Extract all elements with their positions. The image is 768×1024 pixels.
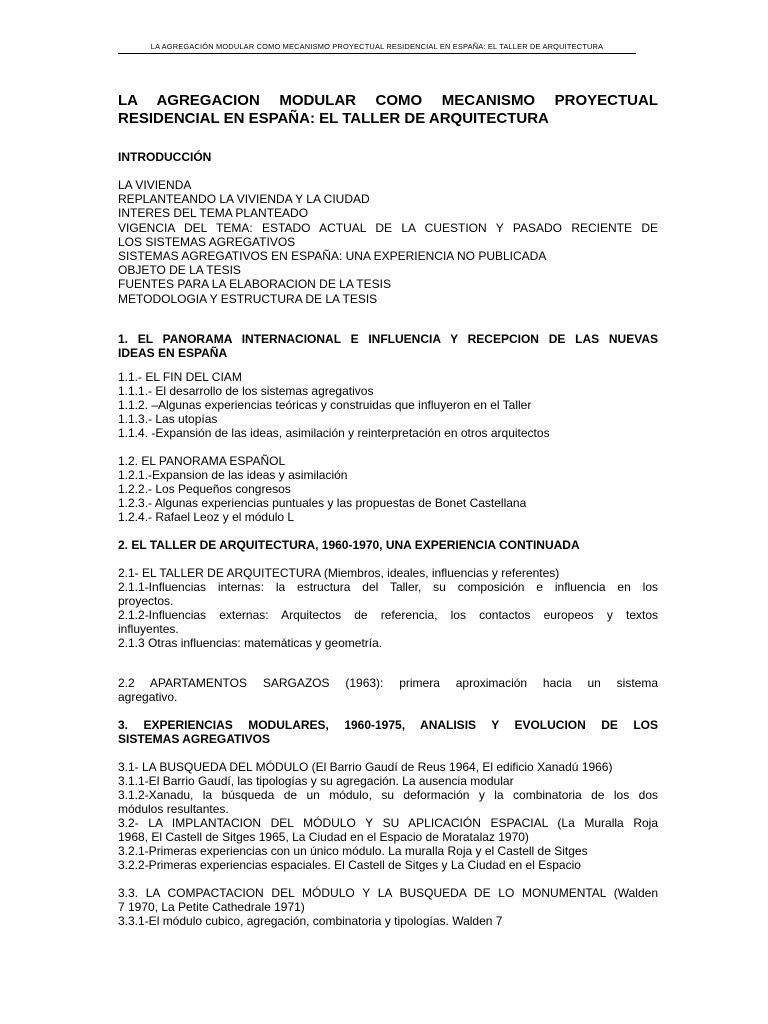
toc-item-line: 3.3. LA COMPACTACION DEL MÓDULO Y LA BUSQUEDA DE LO MONUMENTAL (Walden	[118, 885, 658, 900]
toc-item: 1.1.4. -Expansión de las ideas, asimilación y reinterpretación en otros arquitectos	[118, 425, 550, 440]
intro-item: LA VIVIENDA	[118, 178, 192, 192]
toc-item-line: 7 1970, La Petite Cathedrale 1971)	[118, 899, 305, 914]
intro-item: OBJETO DE LA TESIS	[118, 263, 241, 278]
document-title-line-1: LA AGREGACION MODULAR COMO MECANISMO PROYECTUAL	[118, 92, 658, 109]
toc-item: 1.1.3.- Las utopías	[118, 411, 218, 426]
toc-item-line: agregativo.	[118, 689, 178, 704]
chapter-1-heading-line-1: 1. EL PANORAMA INTERNACIONAL E INFLUENCIA Y RECEPCION DE LAS NUEVAS	[118, 331, 658, 346]
document-title-line-2: RESIDENCIAL EN ESPAÑA: EL TALLER DE ARQUITECTURA	[118, 110, 549, 127]
toc-item	[118, 788, 658, 816]
toc-item: 3.1- LA BUSQUEDA DEL MÓDULO (El Barrio Gaudí de Reus 1964, El edificio Xanadú 1966)	[118, 759, 613, 774]
chapter-1-group-1	[118, 370, 658, 440]
intro-list	[118, 178, 658, 306]
toc-item: 3.2.2-Primeras experiencias espaciales. El Castell de Sitges y La Ciudad en el Espacio	[118, 857, 581, 872]
chapter-1-group-2	[118, 454, 658, 524]
toc-item-line: proyectos.	[118, 593, 174, 608]
chapter-2-heading: 2. EL TALLER DE ARQUITECTURA, 1960-1970, UNA EXPERIENCIA CONTINUADA	[118, 537, 580, 552]
intro-heading: INTRODUCCIÓN	[118, 150, 212, 164]
intro-item: INTERES DEL TEMA PLANTEADO	[118, 206, 309, 221]
toc-item: 2.1.3 Otras influencias: matemáticas y geometría.	[118, 635, 383, 650]
toc-item: 3.1.1-El Barrio Gaudí, las tipologías y su agregación. La ausencia modular	[118, 773, 514, 788]
toc-item-line: 3.1.2-Xanadu, la búsqueda de un módulo, su deformación y la combinatoria de los dos	[118, 787, 658, 802]
chapter-3-heading	[118, 718, 658, 746]
toc-item: 1.1.1.- El desarrollo de los sistemas agregativos	[118, 383, 374, 398]
toc-item: 1.1.- EL FIN DEL CIAM	[118, 369, 242, 384]
toc-item-line: 2.2 APARTAMENTOS SARGAZOS (1963): primera aproximación hacia un sistema	[118, 675, 658, 690]
chapter-1-heading-line-2: IDEAS EN ESPAÑA	[118, 345, 228, 360]
toc-item: 2.1- EL TALLER DE ARQUITECTURA (Miembros, ideales, influencias y referentes)	[118, 565, 560, 580]
toc-item: 1.2.1.-Expansion de las ideas y asimilación	[118, 467, 348, 482]
intro-item: FUENTES PARA LA ELABORACION DE LA TESIS	[118, 277, 391, 292]
toc-item: 1.2. EL PANORAMA ESPAÑOL	[118, 453, 286, 468]
toc-item	[118, 886, 658, 914]
toc-item-line: influyentes.	[118, 621, 179, 636]
intro-item: VIGENCIA DEL TEMA: ESTADO ACTUAL DE LA CUESTION Y PASADO RECIENTE DE	[118, 220, 658, 235]
intro-item: METODOLOGIA Y ESTRUCTURA DE LA TESIS	[118, 291, 378, 306]
toc-item	[118, 580, 658, 608]
chapter-1-heading	[118, 332, 658, 360]
intro-item: SISTEMAS AGREGATIVOS EN ESPAÑA: UNA EXPERIENCIA NO PUBLICADA	[118, 249, 547, 264]
toc-item-line: 1968, El Castell de Sitges 1965, La Ciudad en el Espacio de Moratalaz 1970)	[118, 829, 529, 844]
toc-item: 3.2.1-Primeras experiencias con un único módulo. La muralla Roja y el Castell de Sitges	[118, 843, 588, 858]
toc-item	[118, 676, 658, 704]
chapter-3-heading-line-1: 3. EXPERIENCIAS MODULARES, 1960-1975, ANALISIS Y EVOLUCION DE LOS	[118, 717, 658, 732]
toc-item-line: 2.1.1-Influencias internas: la estructura del Taller, su composición e influencia en los	[118, 579, 658, 594]
toc-item: 1.2.3.- Algunas experiencias puntuales y las propuestas de Bonet Castellana	[118, 495, 527, 510]
running-header: LA AGREGACIÓN MODULAR COMO MECANISMO PROYECTUAL RESIDENCIAL EN ESPAÑA: EL TALLER DE ARQUITECTURA	[118, 42, 636, 54]
document-body	[118, 92, 658, 928]
toc-item: 3.3.1-El módulo cubico, agregación, combinatoria y tipologías. Walden 7	[118, 913, 503, 928]
toc-item: 1.2.2.- Los Pequeños congresos	[118, 481, 291, 496]
toc-item: 1.1.2. –Algunas experiencias teóricas y construidas que influyeron en el Taller	[118, 397, 532, 412]
chapter-3-heading-line-2: SISTEMAS AGREGATIVOS	[118, 731, 271, 746]
intro-item: REPLANTEANDO LA VIVIENDA Y LA CIUDAD	[118, 192, 370, 207]
toc-item	[118, 608, 658, 636]
intro-item: LOS SISTEMAS AGREGATIVOS	[118, 234, 296, 249]
toc-item-line: módulos resultantes.	[118, 801, 229, 816]
toc-item	[118, 816, 658, 844]
document-title	[118, 92, 658, 128]
toc-item-line: 2.1.2-Influencias externas: Arquitectos de referencia, los contactos europeos y textos	[118, 607, 658, 622]
toc-item: 1.2.4.- Rafael Leoz y el módulo L	[118, 509, 295, 524]
toc-item-line: 3.2- LA IMPLANTACION DEL MÓDULO Y SU APLICACIÓN ESPACIAL (La Muralla Roja	[118, 815, 658, 830]
